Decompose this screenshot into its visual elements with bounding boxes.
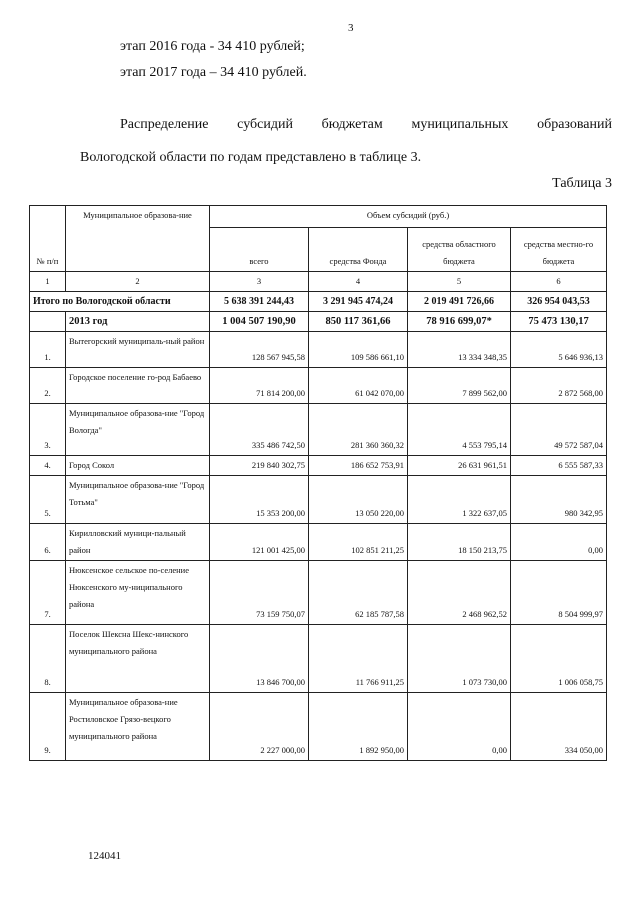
table-row <box>30 404 607 456</box>
row-local: 1 006 058,75 <box>511 625 607 693</box>
row-regional: 26 631 961,51 <box>408 456 511 476</box>
table-row <box>30 524 607 561</box>
paragraph-line-2: Вологодской области по годам представлено в таблице 3. <box>80 150 422 165</box>
column-number: 1 <box>30 272 66 292</box>
column-number: 5 <box>408 272 511 292</box>
row-local: 8 504 999,97 <box>511 561 607 625</box>
year-regional: 78 916 699,07* <box>408 312 511 332</box>
row-municipality: Вытегорский муниципаль-ный район <box>66 332 210 368</box>
page-number: 3 <box>348 22 354 34</box>
stage-2016-line: этап 2016 года - 34 410 рублей; <box>120 39 305 54</box>
header-num: № п/п <box>30 206 66 272</box>
row-fund: 62 185 787,58 <box>309 561 408 625</box>
row-number: 1. <box>30 332 66 368</box>
stage-2017-line: этап 2017 года – 34 410 рублей. <box>120 65 307 80</box>
row-municipality: Нюксенское сельское по-селение Нюксенского му-ниципального района <box>66 561 210 625</box>
column-number: 2 <box>66 272 210 292</box>
table-row <box>30 625 607 693</box>
row-municipality: Поселок Шексна Шекс-нинского муниципального района <box>66 625 210 693</box>
row-fund: 61 042 070,00 <box>309 368 408 404</box>
year-2013-row <box>30 312 607 332</box>
row-fund: 281 360 360,32 <box>309 404 408 456</box>
row-municipality: Муниципальное образова-ние "Город Вологда" <box>66 404 210 456</box>
row-regional: 0,00 <box>408 693 511 761</box>
row-regional: 1 322 637,05 <box>408 476 511 524</box>
row-total: 15 353 200,00 <box>210 476 309 524</box>
column-number: 3 <box>210 272 309 292</box>
year-fund: 850 117 361,66 <box>309 312 408 332</box>
header-municipality: Муниципальное образова-ние <box>66 206 210 272</box>
row-number: 4. <box>30 456 66 476</box>
row-municipality: Город Сокол <box>66 456 210 476</box>
table-row <box>30 561 607 625</box>
grand-total-label: Итого по Вологодской области <box>30 292 210 312</box>
row-regional: 2 468 962,52 <box>408 561 511 625</box>
table-row <box>30 693 607 761</box>
table-row <box>30 368 607 404</box>
column-number-row <box>30 272 607 292</box>
row-fund: 13 050 220,00 <box>309 476 408 524</box>
row-total: 128 567 945,58 <box>210 332 309 368</box>
column-number: 6 <box>511 272 607 292</box>
row-municipality: Городское поселение го-род Бабаево <box>66 368 210 404</box>
grand-total-local: 326 954 043,53 <box>511 292 607 312</box>
table-row <box>30 456 607 476</box>
row-fund: 11 766 911,25 <box>309 625 408 693</box>
document-code: 124041 <box>88 850 121 862</box>
row-number: 8. <box>30 625 66 693</box>
row-total: 2 227 000,00 <box>210 693 309 761</box>
row-number: 7. <box>30 561 66 625</box>
header-fund: средства Фонда <box>309 228 408 272</box>
row-regional: 4 553 795,14 <box>408 404 511 456</box>
row-total: 219 840 302,75 <box>210 456 309 476</box>
header-volume: Объем субсидий (руб.) <box>210 206 607 228</box>
header-total: всего <box>210 228 309 272</box>
row-local: 6 555 587,33 <box>511 456 607 476</box>
table-row <box>30 332 607 368</box>
header-local: средства местно-го бюджета <box>511 228 607 272</box>
row-number: 2. <box>30 368 66 404</box>
row-regional: 18 150 213,75 <box>408 524 511 561</box>
paragraph-line-1: Распределение субсидий бюджетам муниципальных образований <box>120 117 612 132</box>
row-number: 3. <box>30 404 66 456</box>
row-local: 5 646 936,13 <box>511 332 607 368</box>
grand-total-fund: 3 291 945 474,24 <box>309 292 408 312</box>
row-regional: 13 334 348,35 <box>408 332 511 368</box>
table-row <box>30 476 607 524</box>
row-number: 5. <box>30 476 66 524</box>
row-number: 6. <box>30 524 66 561</box>
row-total: 71 814 200,00 <box>210 368 309 404</box>
row-number: 9. <box>30 693 66 761</box>
grand-total-row <box>30 292 607 312</box>
year-label: 2013 год <box>66 312 210 332</box>
row-regional: 7 899 562,00 <box>408 368 511 404</box>
column-number: 4 <box>309 272 408 292</box>
row-total: 73 159 750,07 <box>210 561 309 625</box>
year-local: 75 473 130,17 <box>511 312 607 332</box>
subsidies-table <box>29 205 607 761</box>
grand-total-total: 5 638 391 244,43 <box>210 292 309 312</box>
header-regional: средства областного бюджета <box>408 228 511 272</box>
distribution-paragraph <box>80 108 612 174</box>
row-fund: 109 586 661,10 <box>309 332 408 368</box>
row-total: 13 846 700,00 <box>210 625 309 693</box>
grand-total-regional: 2 019 491 726,66 <box>408 292 511 312</box>
row-local: 980 342,95 <box>511 476 607 524</box>
row-municipality: Кирилловский муници-пальный район <box>66 524 210 561</box>
row-fund: 186 652 753,91 <box>309 456 408 476</box>
row-local: 2 872 568,00 <box>511 368 607 404</box>
row-fund: 1 892 950,00 <box>309 693 408 761</box>
row-regional: 1 073 730,00 <box>408 625 511 693</box>
row-municipality: Муниципальное образова-ние Ростиловское Грязо-вецкого муниципального района <box>66 693 210 761</box>
row-municipality: Муниципальное образова-ние "Город Тотьма" <box>66 476 210 524</box>
row-total: 121 001 425,00 <box>210 524 309 561</box>
table-caption: Таблица 3 <box>552 176 612 191</box>
year-total: 1 004 507 190,90 <box>210 312 309 332</box>
row-local: 334 050,00 <box>511 693 607 761</box>
row-local: 0,00 <box>511 524 607 561</box>
row-total: 335 486 742,50 <box>210 404 309 456</box>
row-fund: 102 851 211,25 <box>309 524 408 561</box>
row-local: 49 572 587,04 <box>511 404 607 456</box>
